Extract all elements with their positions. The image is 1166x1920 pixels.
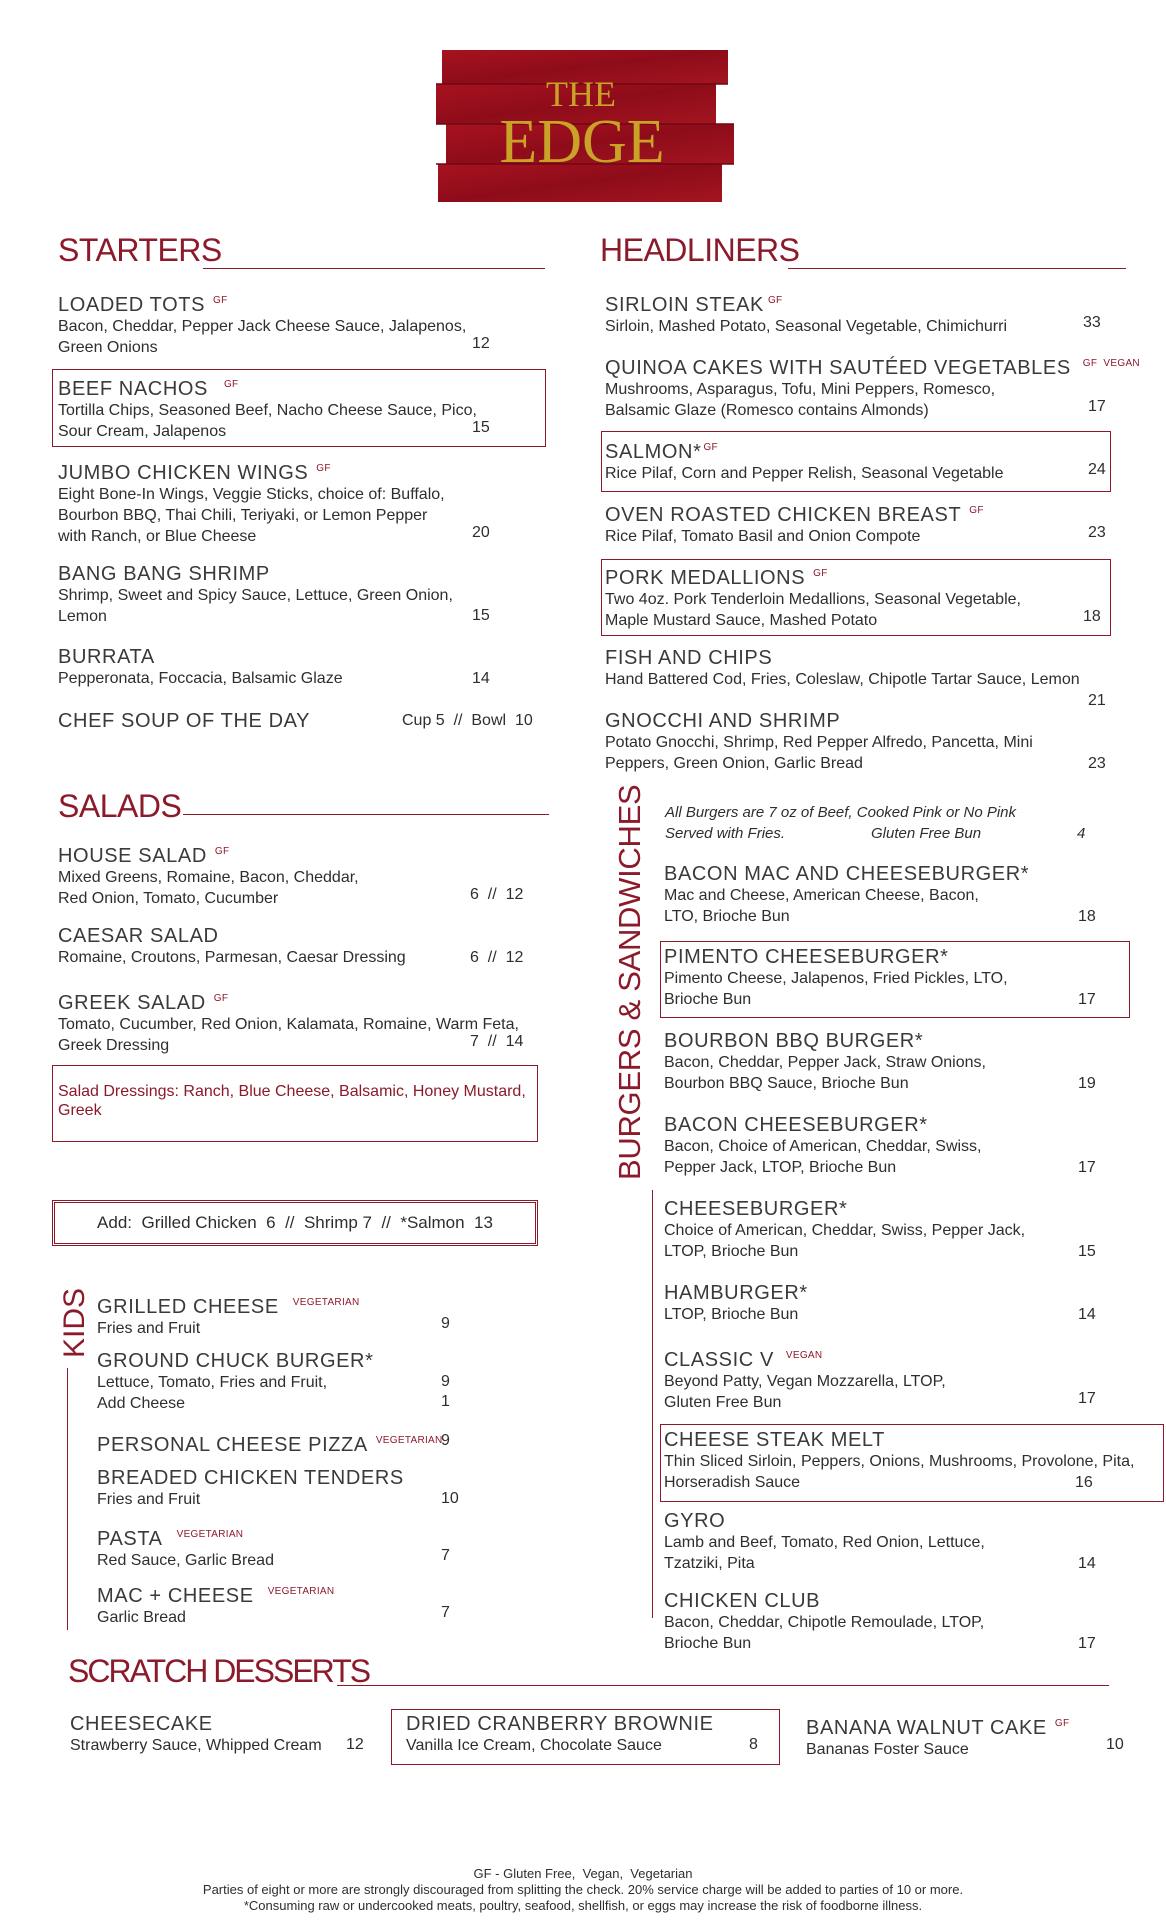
menu-item: GNOCCHI AND SHRIMP Potato Gnocchi, Shrimp, Red Pepper Alfredo, Pancetta, Mini Peppers, Green Onion, Garlic Bread [605,710,1033,772]
section-title-desserts: SCRATCH DESSERTS [68,1653,370,1689]
section-title-burgers: BURGERS & SANDWICHES [612,784,647,1180]
item-price: 19 [1078,1075,1096,1092]
item-price: 12 [472,335,490,352]
menu-item: CHEF SOUP OF THE DAY [58,710,311,732]
burger-note: All Burgers are 7 oz of Beef, Cooked Pink or No Pink Served with Fries. Gluten Free Bun 4 [665,804,1086,842]
menu-item: JUMBO CHICKEN WINGS $^{GF}$ Eight Bone-In Wings, Veggie Sticks, choice of: Buffalo, Bourbon BBQ, Thai Chili, Teriyaki, or Lemon Pepper with Ranch, or Blue Cheese [58,462,445,545]
section-rule [203,268,545,269]
menu-item: CHEESECAKE Strawberry Sauce, Whipped Cream [70,1713,322,1754]
footer-legend: GF - Gluten Free, Vegan, Vegetarian [473,1866,693,1881]
item-price: 7 // 14 [470,1033,524,1050]
section-title-kids: KIDS [58,1287,91,1358]
menu-item: CHEESEBURGER* Choice of American, Cheddar, Swiss, Pepper Jack, LTOP, Brioche Bun [664,1198,1026,1260]
menu-item: OVEN ROASTED CHICKEN BREAST $^{GF}$ Rice Pilaf, Tomato Basil and Onion Compote [605,504,984,545]
item-price: 15 [472,419,490,436]
section-title-salads: SALADS [58,788,182,824]
item-price: 23 [1088,524,1106,541]
menu-item: BEEF NACHOS $^{GF}$ Tortilla Chips, Seasoned Beef, Nacho Cheese Sauce, Pico, Sour Cream, Jalapenos [58,378,477,440]
menu-item: BURRATA Pepperonata, Foccacia, Balsamic Glaze [58,646,343,687]
menu-item: BANANA WALNUT CAKE $^{GF}$ Bananas Foster Sauce [806,1717,1070,1758]
menu-item: HAMBURGER* LTOP, Brioche Bun [664,1282,808,1323]
menu-item: QUINOA CAKES WITH SAUTÉED VEGETABLES $^{GF VEGAN}$ Mushrooms, Asparagus, Tofu, Mini Peppers, Romesco, Balsamic Glaze (Romesco contains Almonds) [605,357,1140,419]
menu-item: GRILLED CHEESE $^{VEGETARIAN}$ Fries and Fruit [97,1296,360,1337]
section-title-starters: STARTERS [58,232,222,268]
menu-item: SIRLOIN STEAK $^{GF}$ Sirloin, Mashed Potato, Seasonal Vegetable, Chimichurri [605,294,1007,335]
item-price: Cup 5 // Bowl 10 [402,712,533,729]
menu-item: BANG BANG SHRIMP Shrimp, Sweet and Spicy Sauce, Lettuce, Green Onion, Lemon [58,563,453,625]
item-price: 8 [749,1736,758,1753]
menu-item: SALMON* $^{GF}$ Rice Pilaf, Corn and Pepper Relish, Seasonal Vegetable [605,441,1004,482]
footer-consumption-warning: *Consuming raw or undercooked meats, poultry, seafood, shellfish, or eggs may increase the risk of foodborne illness. [243,1898,923,1913]
item-price: 21 [1088,692,1106,709]
menu-item: BACON MAC AND CHEESEBURGER* Mac and Cheese, American Cheese, Bacon, LTO, Brioche Bun [664,863,1030,925]
menu-item: CAESAR SALAD Romaine, Croutons, Parmesan, Caesar Dressing [58,925,406,966]
footer-service-charge: Parties of eight or more are strongly discouraged from splitting the check. 20% service charge will be added to parties of 10 or more. [202,1882,964,1897]
menu-item: LOADED TOTS $^{GF}$ Bacon, Cheddar, Pepper Jack Cheese Sauce, Jalapenos, Green Onions [58,294,467,356]
menu-item: PORK MEDALLIONS $^{GF}$ Two 4oz. Pork Tenderloin Medallions, Seasonal Vegetable, Maple Mustard Sauce, Mashed Potato [605,567,1021,629]
menu-item: MAC + CHEESE $^{VEGETARIAN}$ Garlic Bread [97,1585,335,1626]
item-price: 15 [1078,1243,1096,1260]
item-price: 17 [1078,1159,1096,1176]
item-price: 1 [441,1393,450,1410]
kids-rule [67,1368,68,1630]
section-rule [337,1685,1109,1686]
menu-item: CHICKEN CLUB Bacon, Cheddar, Chipotle Remoulade, LTOP, Brioche Bun [664,1590,985,1652]
menu-item: GROUND CHUCK BURGER* Lettuce, Tomato, Fries and Fruit, Add Cheese [97,1350,374,1412]
item-price: 23 [1088,755,1106,772]
item-price: 17 [1078,1390,1096,1407]
menu-item: CLASSIC V $^{VEGAN}$ Beyond Patty, Vegan Mozzarella, LTOP, Gluten Free Bun [664,1349,946,1411]
logo-line1: THE [546,74,616,114]
menu-item: BREADED CHICKEN TENDERS Fries and Fruit [97,1467,404,1508]
item-price: 14 [472,670,490,687]
item-price: 9 [441,1373,450,1390]
item-price: 17 [1078,991,1096,1008]
salad-dressings-note: Salad Dressings: Ranch, Blue Cheese, Balsamic, Honey Mustard, Greek [58,1083,526,1119]
section-rule [788,268,1126,269]
footer [0,1866,1166,1914]
section-title-headliners: HEADLINERS [600,232,800,268]
menu-item: GYRO Lamb and Beef, Tomato, Red Onion, Lettuce, Tzatziki, Pita [664,1510,985,1572]
menu-item: PERSONAL CHEESE PIZZA $^{VEGETARIAN}$ [97,1434,443,1456]
item-price: 7 [441,1547,450,1564]
menu-item: BACON CHEESEBURGER* Bacon, Choice of American, Cheddar, Swiss, Pepper Jack, LTOP, Brioche Bun [664,1114,982,1176]
item-price: 9 [441,1315,450,1332]
menu-item: GREEK SALAD $^{GF}$ Tomato, Cucumber, Red Onion, Kalamata, Romaine, Warm Feta, Greek Dressing [58,992,519,1054]
item-price: 6 // 12 [470,949,524,966]
item-price: 24 [1088,461,1106,478]
item-price: 15 [472,607,490,624]
item-price: 17 [1088,398,1106,415]
item-price: 18 [1083,608,1101,625]
menu-item: CHEESE STEAK MELT Thin Sliced Sirloin, Peppers, Onions, Mushrooms, Provolone, Pita, Horseradish Sauce [664,1429,1135,1491]
menu-item: PASTA $^{VEGETARIAN}$ Red Sauce, Garlic Bread [97,1528,274,1569]
item-price: 9 [441,1432,450,1449]
item-price: 33 [1083,314,1101,331]
item-price: 6 // 12 [470,886,524,903]
menu-item: FISH AND CHIPS Hand Battered Cod, Fries, Coleslaw, Chipotle Tartar Sauce, Lemon [605,647,1080,688]
add-ons-text: Add: Grilled Chicken 6 // Shrimp 7 // *Salmon 13 [97,1213,493,1232]
item-price: 10 [1106,1736,1124,1753]
item-price: 18 [1078,908,1096,925]
section-rule [183,814,549,815]
item-price: 14 [1078,1555,1096,1572]
menu-item: PIMENTO CHEESEBURGER* Pimento Cheese, Jalapenos, Fried Pickles, LTO, Brioche Bun [664,946,1008,1008]
menu-item: BOURBON BBQ BURGER* Bacon, Cheddar, Pepper Jack, Straw Onions, Bourbon BBQ Sauce, Brioche Bun [664,1030,986,1092]
item-price: 10 [441,1490,459,1507]
item-price: 20 [472,524,490,541]
item-price: 17 [1078,1635,1096,1652]
menu-item: DRIED CRANBERRY BROWNIE Vanilla Ice Cream, Chocolate Sauce [406,1713,714,1754]
item-price: 14 [1078,1306,1096,1323]
restaurant-logo [436,50,734,202]
menu-item: HOUSE SALAD $^{GF}$ Mixed Greens, Romaine, Bacon, Cheddar, Red Onion, Tomato, Cucumber [58,845,359,907]
logo-line2: EDGE [499,108,665,176]
item-price: 16 [1075,1474,1093,1491]
item-price: 7 [441,1604,450,1621]
burgers-rule [652,1190,653,1618]
item-price: 12 [346,1736,364,1753]
